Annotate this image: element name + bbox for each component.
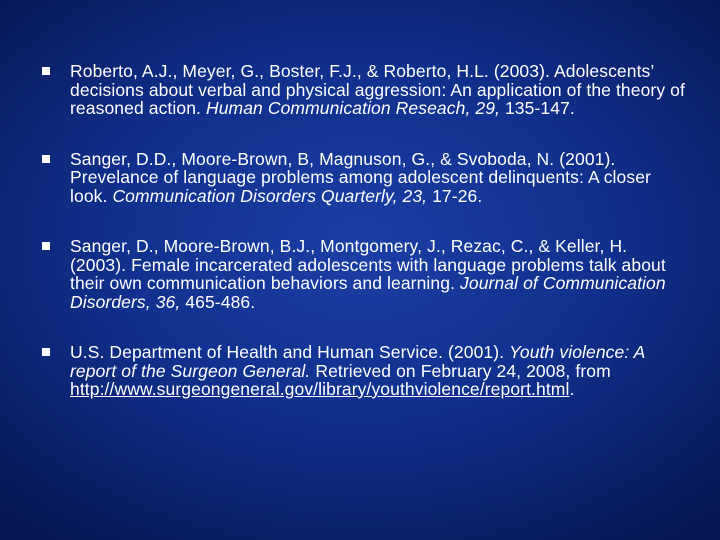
square-bullet-icon bbox=[42, 242, 50, 250]
square-bullet-icon bbox=[42, 155, 50, 163]
reference-pages: 465-486. bbox=[180, 291, 256, 312]
reference-list bbox=[40, 62, 685, 431]
reference-title: Youth violence: A report of the Surgeon General. bbox=[70, 342, 645, 381]
reference-text bbox=[70, 62, 685, 118]
reference-text bbox=[70, 150, 685, 206]
reference-url-link[interactable]: http://www.surgeongeneral.gov/library/youthviolence/report.html bbox=[70, 379, 570, 399]
reference-end: . bbox=[569, 379, 575, 399]
reference-journal: Communication Disorders Quarterly, 23, bbox=[112, 185, 428, 206]
square-bullet-icon bbox=[42, 348, 50, 356]
reference-text bbox=[70, 237, 685, 311]
reference-text bbox=[70, 343, 685, 399]
reference-item bbox=[40, 237, 685, 311]
reference-item bbox=[40, 62, 685, 118]
reference-citation: Roberto, A.J., Meyer, G., Boster, F.J., & Roberto, H.L. (2003). Adolescents’ decisions about verbal and physical aggression: An application of the theory of reasoned action. bbox=[70, 61, 685, 118]
reference-citation: Sanger, D., Moore-Brown, B.J., Montgomery, J., Rezac, C., & Keller, H. (2003). Female incarcerated adolescents with language problems talk about their own communication behaviors and learning. bbox=[70, 236, 666, 293]
reference-pages: 135-147. bbox=[500, 98, 575, 118]
square-bullet-icon bbox=[42, 67, 50, 75]
reference-citation: U.S. Department of Health and Human Service. (2001). bbox=[70, 342, 510, 362]
reference-item bbox=[40, 150, 685, 206]
reference-journal: Journal of Communication Disorders, 36, bbox=[70, 273, 666, 312]
reference-retrieved: Retrieved on February 24, 2008, from bbox=[310, 360, 611, 381]
reference-citation: Sanger, D.D., Moore-Brown, B, Magnuson, G., & Svoboda, N. (2001). Prevelance of language problems among adolescent delinquents: A closer look. bbox=[70, 148, 651, 206]
reference-pages: 17-26. bbox=[427, 185, 483, 206]
reference-journal: Human Communication Reseach, 29, bbox=[205, 98, 501, 118]
reference-item bbox=[40, 343, 685, 399]
